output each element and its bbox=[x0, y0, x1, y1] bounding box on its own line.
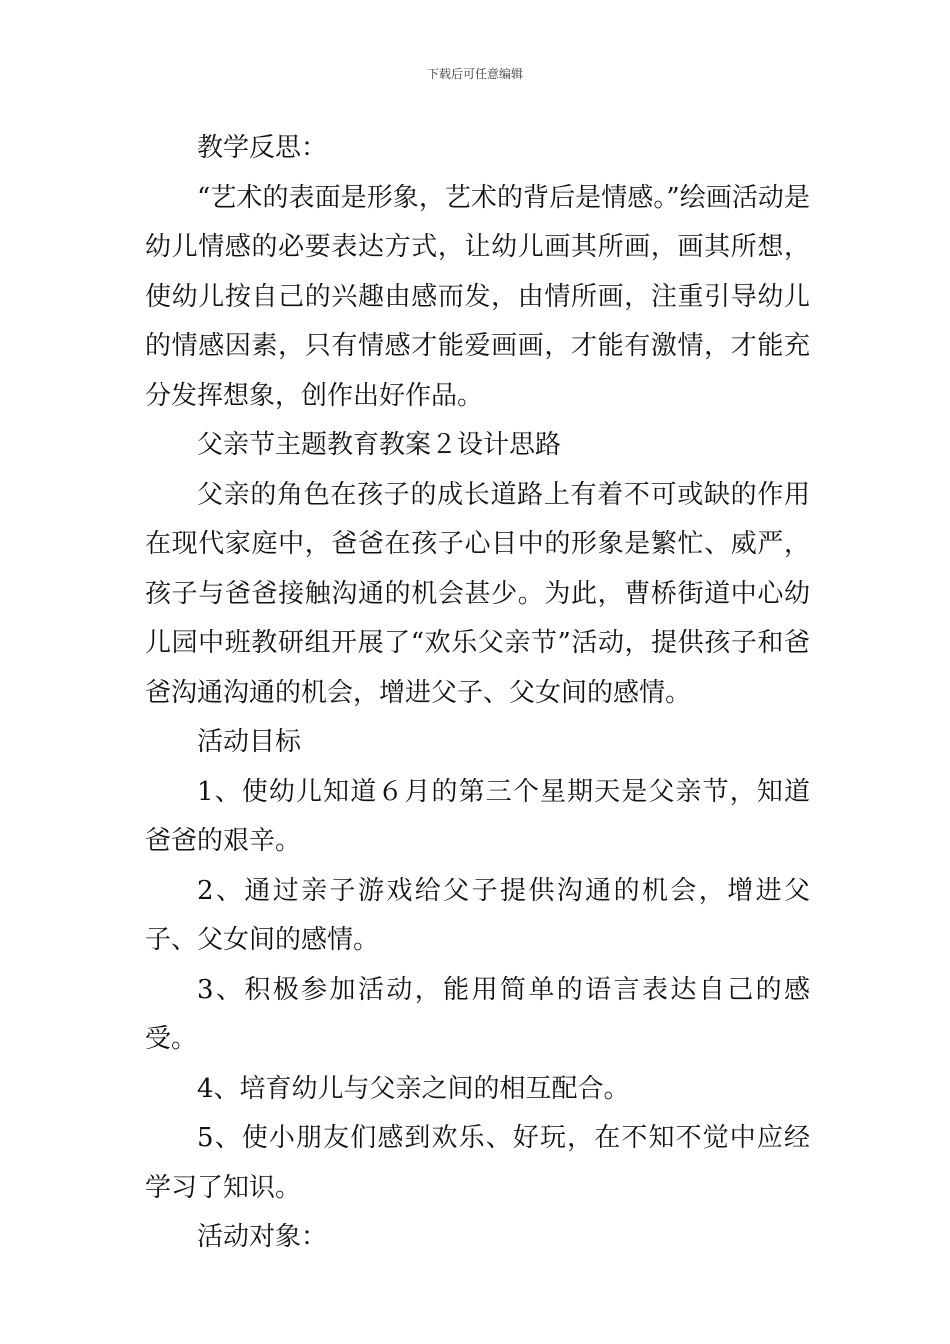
goal-item-5: 5、使小朋友们感到欢乐、好玩，在不知不觉中应经学习了知识。 bbox=[145, 1123, 810, 1203]
heading-teaching-reflection: 教学反思： bbox=[197, 133, 328, 163]
page-header: 下载后可任意编辑 bbox=[426, 67, 523, 81]
heading-activity-target: 活动对象： bbox=[197, 1222, 328, 1252]
goal-item-1: 1、使幼儿知道６月的第三个星期天是父亲节，知道爸爸的艰辛。 bbox=[145, 776, 810, 856]
paragraph-reflection-body: “艺术的表面是形象，艺术的背后是情感。”绘画活动是幼儿情感的必要表达方式，让幼儿画其所画，画其所想，使幼儿按自己的兴趣由感而发，由情所画，注重引导幼儿的情感因素，只有情感才能爱画画，才能有激情，才能充分发挥想象，创作出好作品。 bbox=[145, 182, 810, 411]
goal-item-4: 4、培育幼儿与父亲之间的相互配合。 bbox=[197, 1073, 630, 1104]
heading-activity-goals: 活动目标 bbox=[197, 727, 302, 757]
paragraph-design-body: 父亲的角色在孩子的成长道路上有着不可或缺的作用在现代家庭中，爸爸在孩子心目中的形象是繁忙、威严，孩子与爸爸接触沟通的机会甚少。为此，曹桥街道中心幼儿园中班教研组开展了“欢乐父亲节”活动，提供孩子和爸爸沟通沟通的机会，增进父子、父女间的感情。 bbox=[145, 479, 810, 708]
heading-design-idea: 父亲节主题教育教案２设计思路 bbox=[197, 430, 562, 460]
goal-item-2: 2、通过亲子游戏给父子提供沟通的机会，增进父子、父女间的感情。 bbox=[145, 875, 810, 955]
document-body bbox=[145, 124, 810, 1263]
goal-item-3: 3、积极参加活动，能用简单的语言表达自己的感受。 bbox=[145, 974, 810, 1054]
